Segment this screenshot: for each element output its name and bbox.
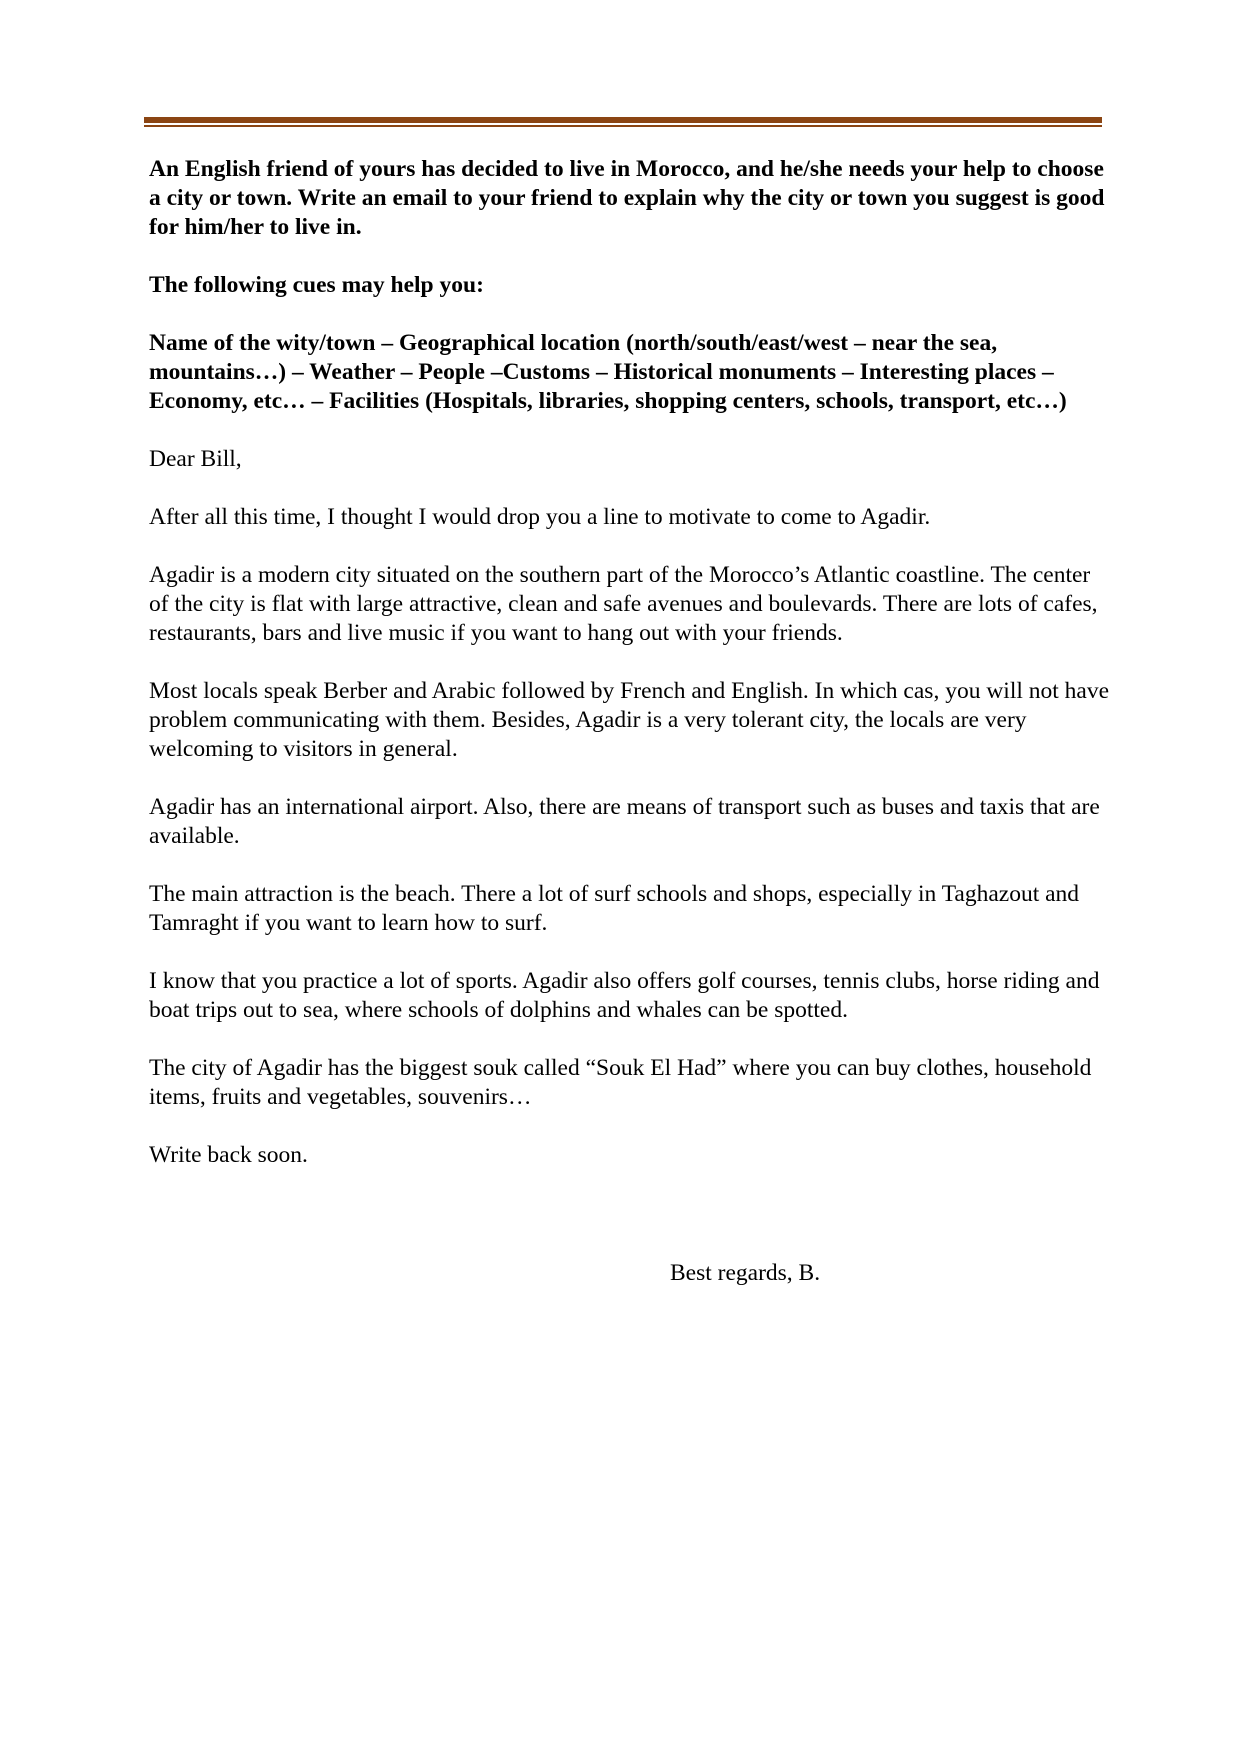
document-body (149, 155, 1109, 1199)
letter-paragraph-2: Agadir is a modern city situated on the southern part of the Morocco’s Atlantic coastline. The center of the city is flat with large attractive, clean and safe avenues and boulevards. There are lots of cafes, restaurants, bars and live music if you want to hang out with your friends. (149, 562, 1098, 646)
letter-greeting: Dear Bill, (149, 446, 242, 472)
cues-intro: The following cues may help you: (149, 272, 484, 298)
letter-paragraph-5: The main attraction is the beach. There a lot of surf schools and shops, especially in Taghazout and Tamraght if you want to learn how to surf. (149, 881, 1080, 936)
cues-list: Name of the wity/town – Geographical location (north/south/east/west – near the sea, mountains…) – Weather – People –Customs – Historical monuments – Interesting places – Economy, etc… – Facilities (Hospitals, libraries, shopping centers, schools, transport, etc…) (149, 330, 1067, 414)
letter-sign-off: Write back soon. (149, 1142, 308, 1168)
letter-paragraph-3: Most locals speak Berber and Arabic followed by French and English. In which cas, you will not have problem communicating with them. Besides, Agadir is a very tolerant city, the locals are very welcoming to visitors in general. (149, 678, 1110, 762)
task-instruction: An English friend of yours has decided to live in Morocco, and he/she needs your help to choose a city or town. Write an email to your friend to explain why the city or town you suggest is good for him/her to live in. (149, 156, 1105, 240)
letter-closing: Best regards, B. (670, 1260, 821, 1286)
header-rule-thick (144, 117, 1102, 123)
letter-paragraph-4: Agadir has an international airport. Also, there are means of transport such as buses and taxis that are available. (149, 794, 1100, 849)
letter-paragraph-6: I know that you practice a lot of sports. Agadir also offers golf courses, tennis clubs, horse riding and boat trips out to sea, where schools of dolphins and whales can be spotted. (149, 968, 1100, 1023)
letter-paragraph-1: After all this time, I thought I would drop you a line to motivate to come to Agadir. (149, 504, 931, 530)
header-rule-thin (144, 125, 1102, 127)
letter-paragraph-7: The city of Agadir has the biggest souk called “Souk El Had” where you can buy clothes, household items, fruits and vegetables, souvenirs… (149, 1055, 1092, 1110)
